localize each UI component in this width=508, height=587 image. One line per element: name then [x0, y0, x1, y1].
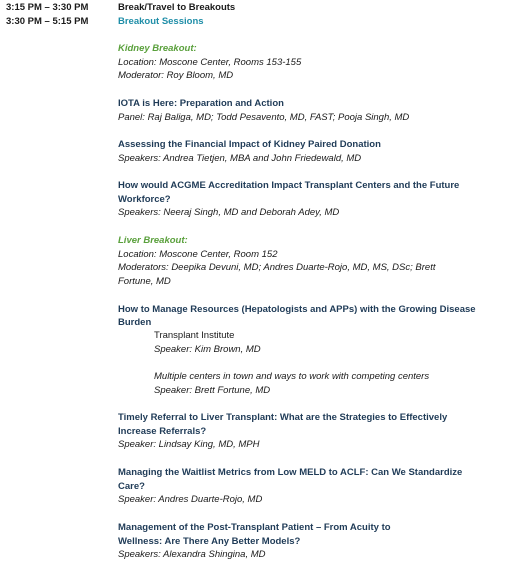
session-title-waitlist-line1: Managing the Waitlist Metrics from Low MELD to ACLF: Can We Standardize: [118, 467, 463, 478]
session-title-resources-line1: How to Manage Resources (Hepatologists and APPs) with the Growing Disease: [118, 304, 476, 315]
break-title: Break/Travel to Breakouts: [118, 2, 236, 13]
time-slot-break: 3:15 PM – 3:30 PM: [6, 2, 89, 13]
time-slot-breakouts: 3:30 PM – 5:15 PM: [6, 16, 89, 27]
session-title-iota: IOTA is Here: Preparation and Action: [118, 98, 284, 109]
liver-moderators-line1: Moderators: Deepika Devuni, MD; Andres Duarte-Rojo, MD, MS, DSc; Brett: [118, 262, 436, 273]
session-title-acgme-line2: Workforce?: [118, 194, 171, 205]
subtopic-title-transplant-institute: Transplant Institute: [154, 330, 235, 341]
session-people-waitlist: Speaker: Andres Duarte-Rojo, MD: [118, 494, 263, 505]
session-people-acgme: Speakers: Neeraj Singh, MD and Deborah Adey, MD: [118, 207, 340, 218]
session-people-post-transplant: Speakers: Alexandra Shingina, MD: [118, 549, 266, 560]
session-title-waitlist-line2: Care?: [118, 481, 145, 492]
session-title-referral-line1: Timely Referral to Liver Transplant: What are the Strategies to Effectively: [118, 412, 448, 423]
subtopic-title-multiple-centers: Multiple centers in town and ways to work with competing centers: [154, 371, 430, 382]
subtopic-speaker-multiple-centers: Speaker: Brett Fortune, MD: [154, 385, 271, 396]
session-people-referral: Speaker: Lindsay King, MD, MPH: [118, 439, 260, 450]
session-title-referral-line2: Increase Referrals?: [118, 426, 207, 437]
liver-moderators-line2: Fortune, MD: [118, 276, 171, 287]
breakout-sessions-title: Breakout Sessions: [118, 16, 204, 27]
kidney-breakout-heading: Kidney Breakout:: [118, 43, 197, 54]
liver-breakout-heading: Liver Breakout:: [118, 235, 188, 246]
session-people-kpd: Speakers: Andrea Tietjen, MBA and John Friedewald, MD: [118, 153, 362, 164]
session-title-resources-line2: Burden: [118, 317, 152, 328]
session-title-post-transplant-line2: Wellness: Are There Any Better Models?: [118, 536, 301, 547]
session-title-kpd: Assessing the Financial Impact of Kidney Paired Donation: [118, 139, 381, 150]
session-title-acgme-line1: How would ACGME Accreditation Impact Transplant Centers and the Future: [118, 180, 460, 191]
kidney-moderator: Moderator: Roy Bloom, MD: [118, 70, 234, 81]
session-people-iota: Panel: Raj Baliga, MD; Todd Pesavento, MD, FAST; Pooja Singh, MD: [118, 112, 410, 123]
subtopic-speaker-transplant-institute: Speaker: Kim Brown, MD: [154, 344, 261, 355]
session-title-post-transplant-line1: Management of the Post-Transplant Patient – From Acuity to: [118, 522, 391, 533]
liver-location: Location: Moscone Center, Room 152: [118, 249, 278, 260]
kidney-location: Location: Moscone Center, Rooms 153-155: [118, 57, 302, 68]
